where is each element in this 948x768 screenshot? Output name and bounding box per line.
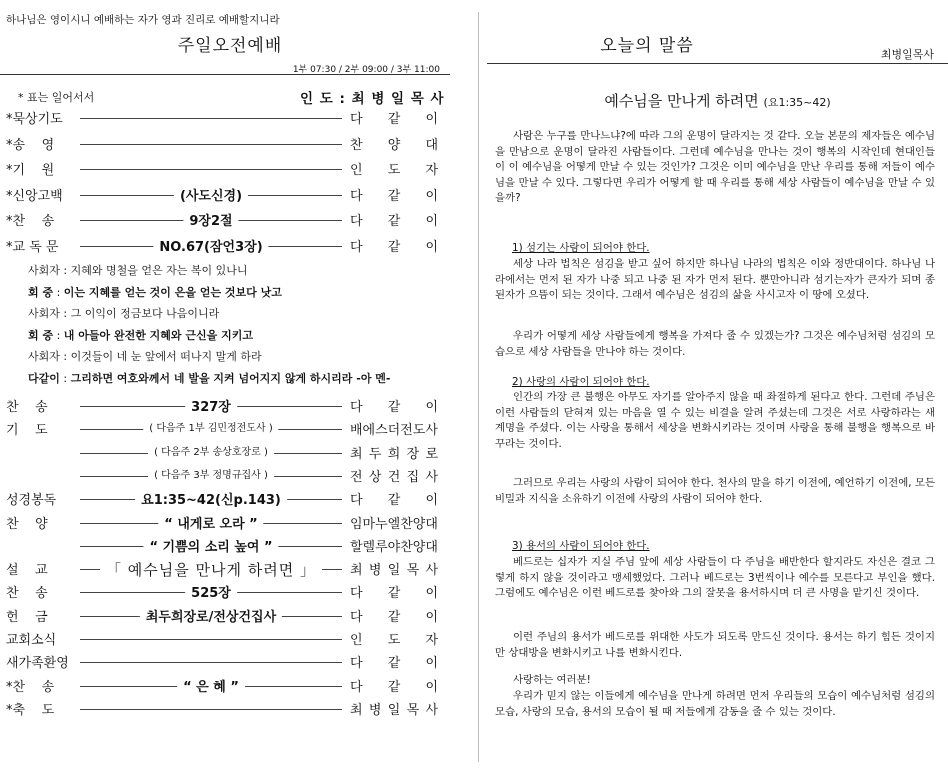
responsible-char: 이 (425, 679, 438, 695)
order-responsible (350, 606, 438, 625)
worship-order-row (0, 236, 460, 256)
sermon-title-text: 예수님을 만나게 하려면 (604, 92, 759, 110)
responsible-char: 도 (387, 163, 401, 178)
order-content: (사도신경) (174, 185, 248, 204)
responsible-char: 병 (368, 702, 382, 718)
responsible-char: 일 (387, 563, 401, 579)
order-responsible (350, 699, 438, 718)
responsible-char: 목 (406, 702, 420, 718)
reading-speaker: 사회자 (28, 307, 60, 320)
reading-separator: : (59, 350, 71, 363)
service-leader: 인 도 : 최 병 일 목 사 (300, 91, 445, 107)
responsible-char: 이 (425, 239, 438, 255)
sermon-title-rule (487, 63, 948, 64)
reading-separator: : (53, 328, 64, 342)
responsible-char: 다 (350, 656, 363, 672)
worship-order-row (0, 108, 460, 128)
responsible-char: 다 (350, 586, 363, 602)
responsible-char: 사 (425, 563, 438, 579)
point-2-paragraph-b: 그러므로 우리는 사랑의 사람이 되어야 한다. 천사의 말을 하기 이전에, 예언하기 이전에, 모든 비밀과 지식을 소유하기 이전에 사랑의 사람이 되어야 한다. (495, 477, 935, 505)
order-label: *교 독 문 (6, 239, 59, 255)
sermon-point-2: 2) 사랑의 사람이 되어야 한다. (512, 376, 650, 388)
order-responsible (350, 185, 438, 204)
order-responsible (350, 159, 438, 178)
responsible-char: 다 (350, 112, 363, 127)
order-responsible (350, 676, 438, 695)
order-responsible (350, 513, 438, 532)
order-responsible (350, 489, 438, 508)
worship-order-row (0, 419, 460, 439)
responsible-char: 이 (425, 188, 438, 204)
reading-text: 이것들이 네 눈 앞에서 떠나지 말게 하라 (70, 350, 262, 363)
order-content: “ 내게로 오라 ” (158, 513, 263, 532)
point-3-paragraph-a: 베드로는 십자가 지실 주님 앞에 세상 사람들이 다 주님을 배반한다 할지라도 자신은 결코 그렇게 하지 않을 것이라고 맹세했었다. 그러나 베드로는 3번씩이나 예수를 모른다고 부인을 했다. 그럼에도 예수님은 이런 베드로를 찾아와 그의 잘못을 용서하시며 더 큰 사명을 맡기신 것이다. (495, 556, 935, 599)
order-content: 요1:35~42(신p.143) (135, 489, 287, 508)
order-responsible (350, 443, 438, 462)
order-responsible (350, 419, 438, 438)
closing-greeting: 사랑하는 여러분! (513, 674, 591, 686)
responsible-char: 같 (387, 112, 401, 127)
reading-separator: : (53, 285, 64, 299)
order-responsible (350, 236, 438, 255)
order-responsible (350, 210, 438, 229)
order-label: 성경봉독 (6, 493, 57, 509)
responsible-char: 로 (425, 446, 438, 462)
responsible-char: 다 (350, 400, 363, 415)
responsible-char: 같 (387, 586, 401, 602)
responsive-line (28, 284, 282, 300)
responsible-char: 이 (425, 400, 438, 415)
order-content: 최두희장로/전상건집사 (140, 606, 282, 625)
order-label: 찬 송 (6, 400, 48, 415)
responsive-line (28, 262, 247, 278)
order-content: “ 기쁨의 소리 높여 ” (143, 536, 278, 555)
responsible-char: 다 (350, 214, 363, 229)
worship-order-row (0, 134, 460, 154)
responsible-char: 인 (350, 163, 363, 178)
reading-speaker: 회 중 (28, 328, 54, 342)
responsible-char: 장 (406, 446, 420, 462)
responsible-char: 희 (387, 446, 401, 462)
leader-line (80, 118, 342, 119)
sermon-reference: (요1:35~42) (763, 96, 831, 109)
reading-text: 그리하면 여호와께서 네 발을 지켜 넘어지지 않게 하시리라 -아 멘- (70, 371, 391, 385)
responsible-char: 이 (425, 656, 438, 672)
reading-text: 지혜와 명철을 얻은 자는 복이 있나니 (70, 264, 248, 277)
order-content: 「 예수님을 만나게 하려면 」 (100, 559, 322, 580)
responsible-char: 찬 (350, 137, 363, 153)
title-rule (0, 74, 450, 75)
order-label: 설 교 (6, 563, 48, 579)
worship-order-row (0, 629, 460, 649)
worship-order-row (0, 185, 460, 205)
header-verse: 하나님은 영이시니 예배하는 자가 영과 진리로 예배할지니라 (6, 14, 280, 26)
leader-line (80, 709, 342, 710)
responsible-char: 이 (425, 609, 438, 625)
order-label: *찬 송 (6, 214, 55, 229)
worship-order-row (0, 652, 460, 672)
order-content: ( 다음주 2부 송상호장로 ) (148, 443, 274, 458)
responsible-char: 병 (368, 563, 382, 579)
service-times: 1부 07:30 / 2부 09:00 / 3부 11:00 (292, 65, 440, 75)
reading-text: 그 이익이 정금보다 나음이니라 (70, 307, 220, 320)
responsible-char: 대 (425, 137, 438, 153)
worship-order-row (0, 606, 460, 626)
order-label: 찬 송 (6, 586, 48, 602)
order-responsible (350, 629, 438, 648)
responsible-char: 사 (425, 469, 438, 485)
order-label: *축 도 (6, 702, 55, 718)
responsible-char: 상 (368, 469, 382, 485)
responsible-char: 같 (387, 679, 401, 695)
responsible-char: 두 (368, 446, 382, 462)
worship-order-row (0, 443, 460, 463)
responsive-line (28, 370, 390, 386)
responsible-char: 같 (387, 239, 401, 255)
worship-order-row (0, 210, 460, 230)
order-responsible (350, 536, 438, 555)
point-1-paragraph-a: 세상 나라 법칙은 섬김을 받고 싶어 하지만 하나님 나라의 법칙은 이와 정반대이다. 하나님 나라에서는 먼저 된 자가 나중 되고 나중 된 자가 먼저 된다. 뿐만아니라 섬기는자가 큰자가 되며 종된자가 으뜸이 되는 것이다. 그래서 예수님은 섬김의 삶을 사시고자 이 땅에 오셨다. (495, 258, 935, 301)
responsible-char: 같 (387, 214, 401, 229)
order-responsible (350, 396, 438, 415)
responsible-char: 전 (350, 469, 363, 485)
worship-order-row (0, 466, 460, 486)
page-title: 주일오전예배 (177, 36, 283, 56)
order-content: 525장 (185, 582, 237, 601)
responsible-char: 도 (387, 633, 401, 648)
responsible-char: 사 (425, 702, 438, 718)
responsible-char: 이 (425, 493, 438, 509)
order-responsible (350, 582, 438, 601)
order-responsible (350, 108, 438, 127)
order-label: *신앙고백 (6, 188, 63, 204)
closing-paragraph: 우리가 믿지 않는 이들에게 예수님을 만나게 하려면 먼저 우리들의 모습이 예수님처럼 섬김의 모습, 사랑의 모습, 용서의 모습이 될 때 저들에게 감동을 줄 수 있는 것이다. (495, 690, 935, 718)
responsible-char: 인 (350, 633, 363, 648)
responsible-char: 같 (387, 188, 401, 204)
responsible-char: 할렐루야찬양대 (350, 539, 438, 555)
responsible-char: 목 (406, 563, 420, 579)
worship-order-row (0, 396, 460, 416)
order-label: 교회소식 (6, 633, 57, 648)
responsible-char: 같 (387, 493, 401, 509)
order-responsible (350, 134, 438, 153)
responsive-line (28, 348, 262, 364)
worship-order-row (0, 699, 460, 719)
reading-text: 이는 지혜를 얻는 것이 은을 얻는 것보다 낫고 (63, 285, 282, 299)
order-label: 찬 양 (6, 516, 48, 532)
order-content: ( 다음주 3부 정명규집사 ) (148, 466, 274, 481)
responsible-char: 자 (425, 633, 438, 648)
responsible-char: 임마누엘찬양대 (350, 516, 438, 532)
responsible-char: 최 (350, 446, 363, 462)
worship-order-row (0, 559, 460, 579)
responsible-char: 최 (350, 563, 363, 579)
reading-speaker: 회 중 (28, 285, 54, 299)
sermon-page-title: 오늘의 말씀 (600, 36, 694, 56)
worship-order-row (0, 513, 460, 533)
worship-order-row (0, 489, 460, 509)
reading-separator: : (59, 307, 71, 320)
responsible-char: 다 (350, 493, 363, 509)
order-content: NO.67(잠언3장) (153, 236, 268, 255)
worship-order-row (0, 676, 460, 696)
order-responsible (350, 652, 438, 671)
responsible-char: 최 (350, 702, 363, 718)
leader-line (80, 639, 342, 640)
order-label: *송 영 (6, 137, 55, 153)
responsible-char: 다 (350, 188, 363, 204)
point-1-paragraph-b: 우리가 어떻게 세상 사람들에게 행복을 가져다 줄 수 있겠는가? 그것은 예수님처럼 섬김의 모습으로 세상 사람들을 만나야 하는 것이다. (495, 330, 935, 358)
responsible-char: 건 (387, 469, 401, 485)
order-responsible (350, 466, 438, 485)
responsible-char: 이 (425, 586, 438, 602)
order-label: *기 원 (6, 163, 55, 178)
responsible-char: 자 (425, 163, 438, 178)
preacher-name: 최병일목사 (880, 48, 934, 61)
reading-separator: : (59, 371, 71, 385)
sermon-point-1: 1) 섬기는 사람이 되어야 한다. (512, 242, 650, 254)
order-content: 327장 (185, 396, 237, 415)
responsible-char: 일 (387, 702, 401, 718)
reading-speaker: 사회자 (28, 350, 60, 363)
responsive-line (28, 305, 219, 321)
page-divider (478, 12, 479, 762)
responsible-char: 이 (425, 112, 438, 127)
sermon-point-3: 3) 용서의 사람이 되어야 한다. (512, 540, 650, 552)
responsible-char: 다 (350, 239, 363, 255)
standing-note: * 표는 일어서서 (18, 91, 95, 104)
order-content: 9장2절 (183, 210, 238, 229)
order-label: *찬 송 (6, 679, 55, 695)
order-label: 기 도 (6, 423, 48, 439)
point-3-paragraph-b: 이런 주님의 용서가 베드로를 위대한 사도가 되도록 만드신 것이다. 용서는 하기 힘든 것이지만 상대방을 변화시키고 나를 변화시킨다. (495, 631, 935, 659)
sermon-page (487, 0, 948, 768)
responsible-char: 같 (387, 609, 401, 625)
responsible-char: 다 (350, 609, 363, 625)
order-label: *묵상기도 (6, 112, 63, 127)
responsible-char: 양 (387, 137, 401, 153)
responsible-char: 이 (425, 214, 438, 229)
order-label: 새가족환영 (6, 656, 69, 672)
order-responsible (350, 559, 438, 578)
leader-line (80, 662, 342, 663)
worship-order-row (0, 159, 460, 179)
worship-order-page (0, 0, 460, 768)
worship-order-row (0, 536, 460, 556)
order-content: ( 다음주 1부 김민정전도사 ) (143, 419, 278, 434)
reading-speaker: 사회자 (28, 264, 60, 277)
responsible-char: 같 (387, 400, 401, 415)
reading-speaker: 다같이 (28, 371, 60, 385)
reading-separator: : (59, 264, 71, 277)
worship-order-row (0, 582, 460, 602)
leader-line (80, 144, 342, 145)
sermon-intro: 사람은 누구를 만나느냐?에 따라 그의 운명이 달라지는 것 같다. 오늘 본문의 제자들은 예수님을 만남으로 운명이 달라진 사람들이다. 그런데 예수님을 만나는 것이 행복의 시작인데 현대인들이 이 예수님을 어떻게 만날 수 있는 것인가? 그것은 이미 예수님을 만난 우리를 통해 저들이 예수님을 만날 수 있다. 그렇다면 우리가 어떻게 할 때 우리를 통해 세상 사람들이 예수님을 만날 수 있을까? (495, 130, 935, 204)
responsible-char: 다 (350, 679, 363, 695)
responsible-char: 배에스더전도사 (350, 423, 438, 439)
responsible-char: 집 (406, 469, 420, 485)
responsive-line (28, 327, 253, 343)
point-2-paragraph-a: 인간의 가장 큰 불행은 아무도 자기를 알아주지 않을 때 좌절하게 된다고 한다. 그런데 주님은 이런 사람들의 닫혀져 있는 마음을 열 수 있는 비결을 알려 주셨는데 그것은 서로 사랑하라는 새 계명을 주셨다. 이는 사랑을 통해서 세상을 변화시키라는 것이며 사랑을 통해 불행을 행복으로 바꾸라는 것이다. (495, 391, 935, 450)
sermon-title (487, 90, 948, 111)
order-content: “ 은 혜 ” (177, 676, 245, 695)
reading-text: 내 아들아 완전한 지혜와 근신을 지키고 (63, 328, 253, 342)
order-label: 헌 금 (6, 609, 48, 625)
leader-line (80, 169, 342, 170)
responsible-char: 같 (387, 656, 401, 672)
